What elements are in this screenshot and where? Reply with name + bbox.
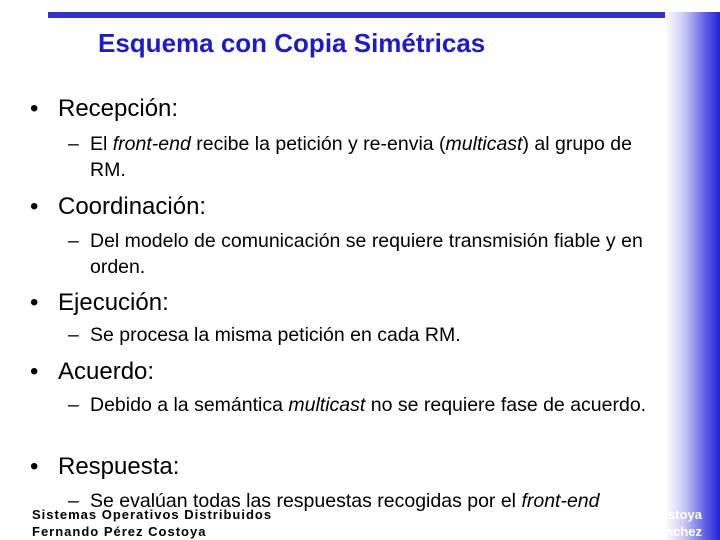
text-run: recibe la petición y re-envia ( bbox=[190, 133, 446, 155]
bullet-item-ejecucion bbox=[30, 289, 169, 317]
sub-item-ejecucion bbox=[68, 322, 668, 348]
sub-item-text bbox=[90, 131, 668, 183]
bullet-item-coordinacion bbox=[30, 193, 206, 221]
dash-icon: – bbox=[68, 230, 79, 252]
sub-item-text bbox=[90, 228, 668, 280]
bullet-icon: • bbox=[30, 358, 39, 385]
text-run-italic: front-end bbox=[521, 490, 600, 512]
footer-course bbox=[32, 506, 272, 540]
bullet-item-respuesta bbox=[30, 453, 179, 481]
bullet-icon: • bbox=[30, 95, 39, 122]
text-run-italic: front-end bbox=[112, 133, 191, 155]
slide-title: Esquema con Copia Simétricas bbox=[98, 28, 486, 58]
bullet-label: Respuesta: bbox=[58, 453, 180, 480]
bullet-label: Ejecución: bbox=[58, 289, 169, 316]
text-run-italic: multicast bbox=[288, 394, 366, 416]
sub-item-coordinacion bbox=[68, 228, 668, 280]
bullet-icon: • bbox=[30, 289, 39, 316]
footer-author-1: Fernando Pérez Costoya bbox=[549, 507, 702, 522]
bullet-label: Coordinación: bbox=[58, 193, 207, 220]
footer-authors bbox=[544, 506, 702, 540]
dash-icon: – bbox=[68, 394, 79, 416]
footer-author-2: José María Peña Sánchez bbox=[543, 524, 702, 539]
bullet-icon: • bbox=[30, 193, 39, 220]
text-run: Se evalúan todas las respuestas recogidas por el bbox=[90, 490, 522, 512]
text-run: Del modelo de comunicación se requiere transmisión fiable y en orden. bbox=[90, 230, 643, 278]
bullet-item-recepcion bbox=[30, 95, 178, 123]
sub-item-text bbox=[90, 322, 668, 348]
sub-item-text bbox=[90, 392, 668, 418]
text-run: Se procesa la misma petición en cada RM. bbox=[90, 324, 461, 346]
bullet-item-acuerdo bbox=[30, 358, 154, 386]
text-run-italic: multicast bbox=[445, 133, 523, 155]
bullet-icon: • bbox=[30, 453, 39, 480]
text-run: El bbox=[90, 133, 113, 155]
sub-item-recepcion bbox=[68, 131, 668, 183]
text-run: ) al grupo de RM. bbox=[90, 133, 632, 181]
footer-course-name: Sistemas Operativos Distribuidos bbox=[32, 507, 273, 522]
text-run: Debido a la semántica bbox=[90, 394, 289, 416]
bullet-label: Recepción: bbox=[58, 95, 179, 122]
dash-icon: – bbox=[68, 324, 79, 346]
bullet-label: Acuerdo: bbox=[58, 358, 155, 385]
dash-icon: – bbox=[68, 490, 79, 512]
dash-icon: – bbox=[68, 133, 79, 155]
text-run: no se requiere fase de acuerdo. bbox=[365, 394, 647, 416]
footer-author-left: Fernando Pérez Costoya bbox=[32, 524, 207, 539]
sub-item-acuerdo bbox=[68, 392, 668, 418]
